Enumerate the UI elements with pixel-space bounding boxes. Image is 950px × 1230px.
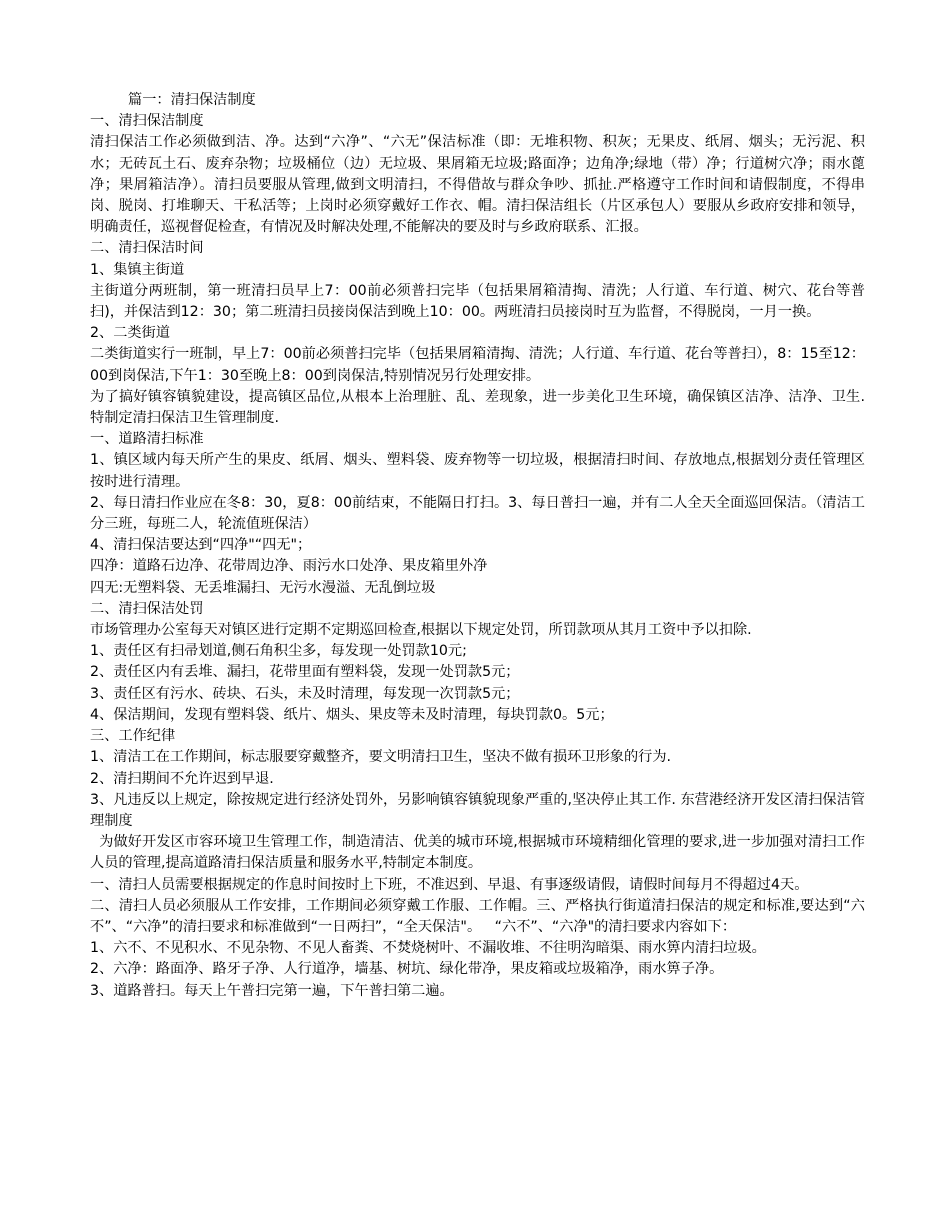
document-paragraph: 2、清扫期间不允许迟到早退. [90,770,274,787]
document-paragraph: 为了搞好镇容镇貌建设，提高镇区品位,从根本上治理脏、乱、差现象，进一步美化卫生环境，确保镇区洁净、洁净、卫生.特制定清扫保洁卫生管理制度. [90,388,865,427]
document-paragraph: 2、责任区内有丢堆、漏扫，花带里面有塑料袋，发现一处罚款5元； [90,664,520,681]
document-paragraph: 市场管理办公室每天对镇区进行定期不定期巡回检查,根据以下规定处罚，所罚款项从其月工资中予以扣除. [90,622,752,639]
document-paragraph: 1、清洁工在工作期间，标志服要穿戴整齐，要文明清扫卫生，坚决不做有损环卫形象的行为. [90,749,672,766]
document-paragraph: 1、镇区域内每天所产生的果皮、纸屑、烟头、塑料袋、废弃物等一切垃圾，根据清扫时间、存放地点,根据划分责任管理区按时进行清理。 [90,452,865,490]
document-paragraph: 三、工作纪律 [90,728,176,745]
document-paragraph: 3、责任区有污水、砖块、石头，未及时清理，每发现一次罚款5元； [90,685,520,702]
document-paragraph: 2、六净：路面净、路牙子净、人行道净，墙基、树坑、绿化带净，果皮箱或垃圾箱净，雨水箅子净。 [90,961,724,978]
document-paragraph: 四净：道路石边净、花带周边净、雨污水口处净、果皮箱里外净 [90,558,488,575]
document-paragraph: 2、每日清扫作业应在冬8：30，夏8：00前结束，不能隔日打扫。3、每日普扫一遍，并有二人全天全面巡回保洁。（清洁工分三班，每班二人，轮流值班保洁） [90,494,865,533]
document-paragraph: 1、集镇主街道 [90,261,185,278]
document-paragraph: 主街道分两班制，第一班清扫员早上7：00前必须普扫完毕（包括果屑箱清掏、清洗；人行道、车行道、树穴、花台等普扫)，并保洁到12：30；第二班清扫员接岗保洁到晚上10：00。两班清扫员接岗时互为监督，不得脱岗，一月一换。 [90,282,865,321]
document-paragraph: 二、清扫人员必须服从工作安排，工作期间必须穿戴工作服、工作帽。三、严格执行街道清扫保洁的规定和标准,要达到“六不”、“六净”的清扫要求和标准做到“一日两扫”，“全天保洁"。 “六不”、“六净"的清扫要求内容如下： [90,897,865,935]
document-paragraph: 2、二类街道 [90,325,170,342]
document-paragraph: 二、清扫保洁处罚 [90,600,204,617]
document-paragraph: 3、道路普扫。每天上午普扫完第一遍，下午普扫第二遍。 [90,982,454,999]
document-paragraph: 1、六不、不见积水、不见杂物、不见人畜粪、不焚烧树叶、不漏收堆、不往明沟暗渠、雨水箅内清扫垃圾。 [90,940,766,957]
document-paragraph: 一、清扫人员需要根据规定的作息时间按时上下班，不准迟到、早退、有事逐级请假，请假时间每月不得超过4天。 [90,876,809,893]
document-paragraph: 1、责任区有扫帚划道,侧石角积尘多，每发现一处罚款10元; [90,643,467,660]
document-paragraph: 4、保洁期间，发现有塑料袋、纸片、烟头、果皮等未及时清理，每块罚款0。5元； [90,706,614,723]
document-paragraph: 二类街道实行一班制，早上7：00前必须普扫完毕（包括果屑箱清掏、清洗；人行道、车行道、花台等普扫），8：15至12：00到岗保洁,下午1：30至晚上8：00到岗保洁,特别情况另行处理安排。 [90,346,865,384]
document-title: 篇一：清扫保洁制度 [128,92,256,108]
document-paragraph: 清扫保洁工作必须做到洁、净。达到“六净”、“六无”保洁标准（即：无堆积物、积灰；无果皮、纸屑、烟头；无污泥、积水；无砖瓦土石、废弃杂物；垃圾桶位（边）无垃圾、果屑箱无垃圾;路面净；边角净;绿地（带）净；行道树穴净；雨水蓖净；果屑箱洁净）。清扫员要服从管理,做到文明清扫，不得借故与群众争吵、抓扯.严格遵守工作时间和请假制度，不得串岗、脱岗、打堆聊天、干私活等；上岗时必须穿戴好工作衣、帽。清扫保洁组长（片区承包人）要服从乡政府安排和领导，明确责任，巡视督促检查，有情况及时解决处理,不能解决的要及时与乡政府联系、汇报。 [90,134,865,236]
document-body [90,90,865,1002]
document-paragraph: 二、清扫保洁时间 [90,240,204,257]
document-paragraph: 3、凡违反以上规定，除按规定进行经济处罚外，另影响镇容镇貌现象严重的,坚决停止其工作. 东营港经济开发区清扫保洁管理制度 [90,791,865,829]
document-paragraph: 一、清扫保洁制度 [90,113,204,130]
document-paragraph: 4、清扫保洁要达到“四净"“四无"； [90,537,312,554]
document-paragraphs [90,111,865,1002]
document-paragraph: 一、道路清扫标准 [90,431,204,448]
document-paragraph: 四无:无塑料袋、无丢堆漏扫、无污水漫溢、无乱倒垃圾 [90,579,436,596]
document-paragraph: 为做好开发区市容环境卫生管理工作，制造清洁、优美的城市环境,根据城市环境精细化管理的要求,进一步加强对清扫工作人员的管理,提高道路清扫保洁质量和服务水平,特制定本制度。 [90,834,865,872]
